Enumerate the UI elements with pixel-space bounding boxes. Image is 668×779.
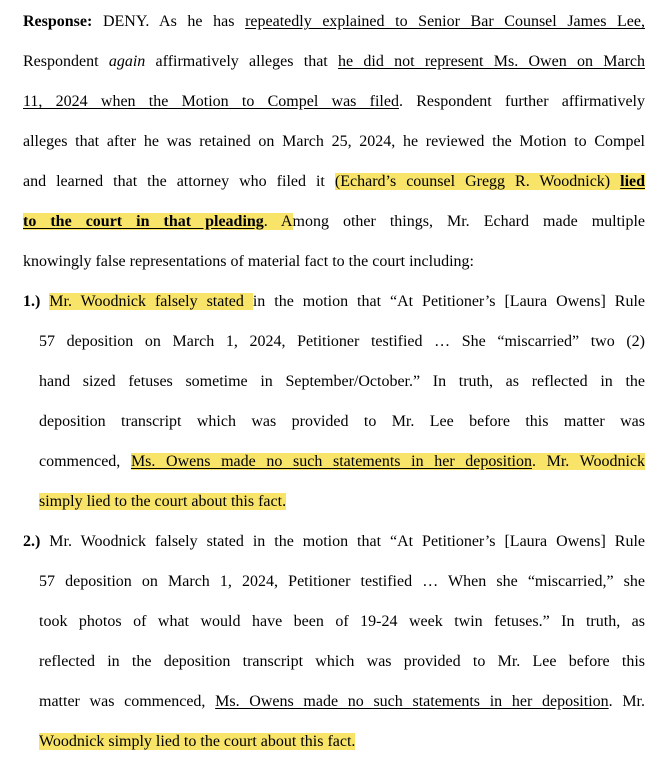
text-segment: and learned that the attorney who filed it bbox=[23, 173, 335, 190]
document-line bbox=[23, 162, 645, 202]
text-segment: simply lied to the court about this fact. bbox=[39, 493, 287, 510]
text-segment: affirmatively alleges that bbox=[145, 53, 339, 70]
text-segment: lied bbox=[620, 173, 645, 190]
text-segment: . Mr. bbox=[608, 693, 645, 710]
text-segment: deposition transcript which was provided to Mr. Lee before this matter was bbox=[39, 413, 645, 430]
text-segment: he did not represent Ms. Owen on March bbox=[338, 53, 645, 70]
document-line bbox=[23, 202, 645, 242]
document-line bbox=[23, 522, 645, 562]
list-item bbox=[23, 282, 645, 522]
list-marker: 2.) bbox=[23, 533, 41, 550]
text-segment: DENY. As he has bbox=[92, 13, 246, 30]
document-line bbox=[23, 362, 645, 402]
text-segment: matter was commenced, bbox=[39, 693, 216, 710]
document-line bbox=[23, 42, 645, 82]
text-segment: repeatedly explained to Senior Bar Counsel James Lee, bbox=[245, 13, 645, 30]
text-segment: Woodnick simply lied to the court about this fact. bbox=[39, 733, 356, 750]
paragraph bbox=[23, 2, 645, 282]
document-line bbox=[23, 682, 645, 722]
document-line bbox=[23, 442, 645, 482]
text-segment: took photos of what would have been of 19-24 week twin fetuses.” In truth, as bbox=[39, 613, 645, 630]
document-line bbox=[23, 322, 645, 362]
text-segment: in the motion that “At Petitioner’s [Laura Owens] Rule bbox=[252, 293, 645, 310]
text-segment: hand sized fetuses sometime in September/October.” In truth, as reflected in the bbox=[39, 373, 645, 390]
document-line bbox=[23, 82, 645, 122]
text-segment: Respondent bbox=[23, 53, 109, 70]
text-segment: 57 deposition on March 1, 2024, Petitioner testified … She “miscarried” two (2) bbox=[39, 333, 645, 350]
text-segment: Mr. Woodnick falsely stated bbox=[49, 293, 253, 310]
list-marker: 1.) bbox=[23, 293, 41, 310]
text-segment: 57 deposition on March 1, 2024, Petitioner testified … When she “miscarried,” she bbox=[39, 573, 645, 590]
text-segment: again bbox=[108, 53, 146, 70]
document-line bbox=[23, 602, 645, 642]
text-segment: mong other things, Mr. Echard made multiple bbox=[292, 213, 645, 230]
text-segment: Ms. Owens made no such statements in her deposition bbox=[130, 453, 532, 470]
document-line bbox=[23, 402, 645, 442]
document-line bbox=[23, 642, 645, 682]
text-segment: Ms. Owens made no such statements in her deposition bbox=[215, 693, 609, 710]
text-segment: . Mr. Woodnick bbox=[531, 453, 645, 470]
text-segment: to the court in that pleading bbox=[23, 213, 264, 230]
document-line bbox=[23, 122, 645, 162]
document-line bbox=[23, 2, 645, 42]
text-segment: Response: bbox=[23, 13, 93, 30]
text-segment: 11, 2024 when the Motion to Compel was filed bbox=[23, 93, 399, 110]
document-line bbox=[23, 722, 645, 762]
text-segment: reflected in the deposition transcript which was provided to Mr. Lee before this bbox=[39, 653, 645, 670]
document-line bbox=[23, 242, 645, 282]
text-segment: alleges that after he was retained on March 25, 2024, he reviewed the Motion to Compel bbox=[23, 133, 645, 150]
document-line bbox=[23, 562, 645, 602]
document-line bbox=[23, 282, 645, 322]
text-segment: commenced, bbox=[39, 453, 131, 470]
document-line bbox=[23, 482, 645, 522]
text-segment: Mr. Woodnick falsely stated in the motion that “At Petitioner’s [Laura Owens] Rule bbox=[49, 533, 645, 550]
text-segment: knowingly false representations of material fact to the court including: bbox=[23, 253, 474, 270]
list-item bbox=[23, 522, 645, 762]
text-segment: (Echard’s counsel Gregg R. Woodnick) bbox=[334, 173, 621, 190]
text-segment: . Respondent further affirmatively bbox=[398, 93, 645, 110]
text-segment: . A bbox=[263, 213, 293, 230]
